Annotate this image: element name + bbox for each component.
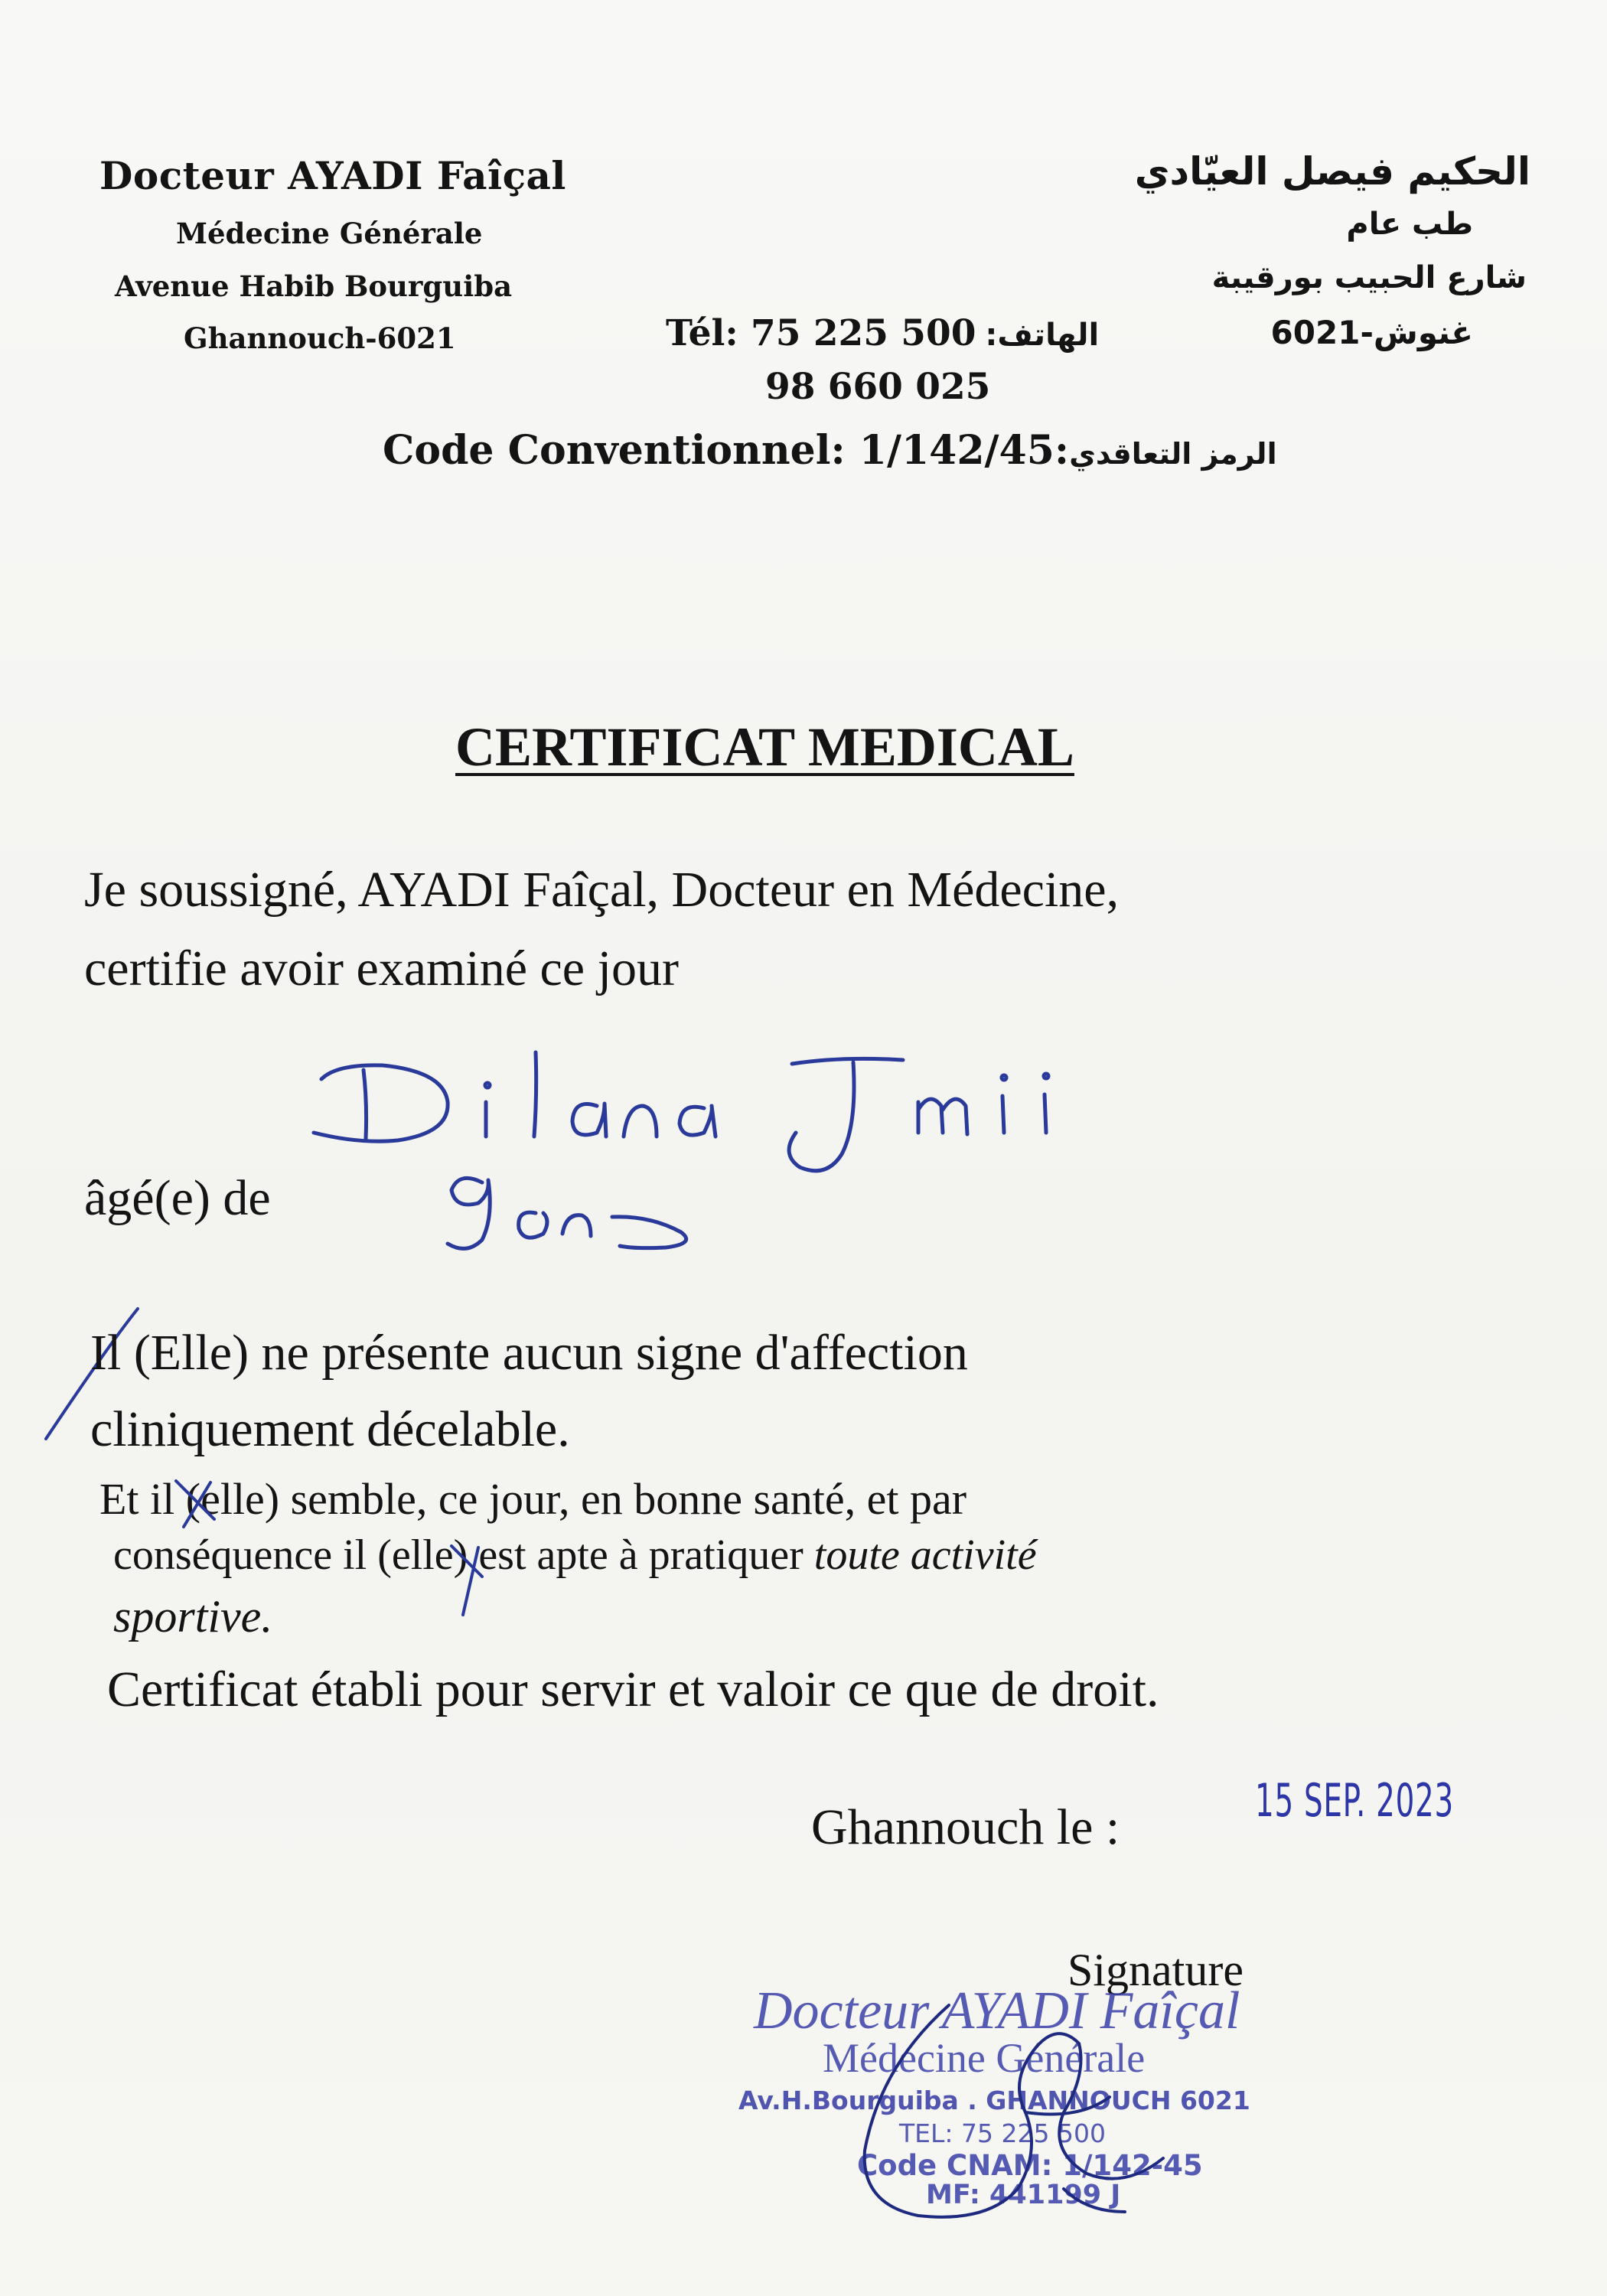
telephone-2: 98 660 025 — [765, 366, 991, 408]
body-line-7: sportive. — [113, 1591, 273, 1642]
stamp-line-3: Av.H.Bourguiba . GHANNOUCH 6021 — [738, 2086, 1250, 2115]
pen-strike-il-3 — [440, 1538, 501, 1623]
age-label: âgé(e) de — [84, 1170, 271, 1226]
body-line-6a: conséquence il (elle) est apte à pratiquer — [113, 1531, 804, 1579]
handwritten-signature — [834, 1959, 1263, 2235]
stamp-line-4: TEL: 75 225 500 — [899, 2118, 1106, 2148]
stamp-line-6: MF: 441199 J — [926, 2180, 1121, 2210]
address-ar: شارع الحبيب بورقيبة — [1211, 260, 1527, 295]
body-line-6b: toute activité — [813, 1531, 1037, 1579]
stamp-line-1: Docteur AYADI Faîçal — [754, 1981, 1240, 2040]
code-conventionnel-ar: الرمز التعاقدي — [1069, 437, 1277, 471]
telephone-fr: Tél: 75 225 500 — [666, 312, 976, 354]
body-line-2: certifie avoir examiné ce jour — [84, 941, 679, 996]
city-fr: Ghannouch-6021 — [184, 321, 456, 355]
code-conventionnel-fr: Code Conventionnel: 1/142/45: — [383, 427, 1070, 474]
stamp-line-5: Code CNAM: 1/142-45 — [857, 2149, 1203, 2182]
doctor-name-ar: الحكيم فيصل العيّادي — [1134, 149, 1530, 194]
specialty-fr: Médecine Générale — [176, 217, 483, 250]
body-line-8: Certificat établi pour servir et valoir ce que de droit. — [107, 1662, 1159, 1717]
body-line-6 — [113, 1531, 1037, 1580]
body-line-5: Et il (elle) semble, ce jour, en bonne santé, et par — [99, 1474, 967, 1524]
code-conventionnel-line — [383, 427, 1277, 474]
body-line-3: Il (Elle) ne présente aucun signe d'affection — [90, 1325, 968, 1381]
pen-strike-il-2 — [168, 1473, 230, 1534]
specialty-ar: طب عام — [1346, 207, 1473, 242]
telephone-ar-label: :الهاتف — [985, 318, 1100, 353]
date-stamp: 15 SEP. 2023 — [1255, 1774, 1454, 1828]
document-title: CERTIFICAT MEDICAL — [455, 716, 1074, 778]
signature-label: Signature — [1068, 1945, 1244, 1995]
doctor-name-fr: Docteur AYADI Faîçal — [99, 153, 566, 198]
place-label: Ghannouch le : — [811, 1799, 1120, 1855]
handwritten-age — [429, 1148, 765, 1270]
body-line-4: cliniquement décelable. — [90, 1401, 570, 1457]
city-ar: غنوش-6021 — [1270, 314, 1473, 351]
stamp-line-2: Médecine Générale — [823, 2035, 1146, 2081]
telephone-line — [666, 312, 1099, 354]
body-line-1: Je soussigné, AYADI Faîçal, Docteur en Médecine, — [84, 862, 1120, 918]
address-fr: Avenue Habib Bourguiba — [115, 269, 513, 303]
